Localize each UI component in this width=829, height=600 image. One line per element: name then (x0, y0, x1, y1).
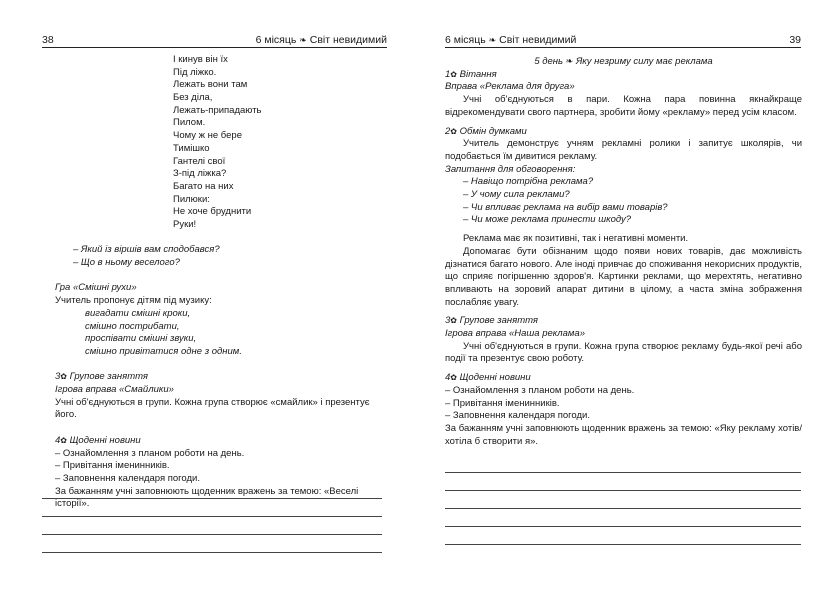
list-item: – Заповнення календаря погоди. (445, 410, 590, 422)
game-item: проспівати смішні звуки, (85, 333, 197, 345)
poem-line: Гантелі свої (173, 155, 226, 167)
right-content (445, 55, 802, 448)
poem-line: Тимішко (173, 142, 210, 154)
section-1-subtitle: Вправа «Реклама для друга» (445, 81, 575, 93)
left-page-number: 38 (42, 34, 54, 46)
left-running-header (42, 34, 387, 48)
section-4-heading: 4✿ Щоденні новини (55, 434, 141, 446)
left-running-title: 6 місяць ❧ Світ невидимий (255, 34, 387, 46)
game-item: вигадати смішні кроки, (85, 307, 191, 319)
list-item: – Ознайомлення з планом роботи на день. (55, 447, 245, 459)
poem-line: Без діла, (173, 92, 213, 104)
writing-line[interactable] (42, 481, 382, 499)
game-intro: Учитель пропонує дітям під музику: (55, 295, 212, 307)
flower-icon: ✿ (450, 373, 457, 383)
section-2-heading: 2✿ Обмін думками (445, 125, 527, 137)
question: – Чи може реклама принести шкоду? (463, 214, 632, 226)
writing-line[interactable] (445, 491, 801, 509)
writing-line[interactable] (42, 499, 382, 517)
poem-line: Багато на них (173, 180, 234, 192)
flower-icon: ✿ (60, 372, 67, 382)
writing-line[interactable] (445, 509, 801, 527)
section-3-text: Учні об'єднуються в групи. Кожна група створює рекламу будь-якої речі або події та презентує свою роботу. (445, 340, 802, 365)
right-running-title: 6 місяць ❧ Світ невидимий (445, 34, 577, 46)
section-1-heading: 1✿ Вітання (445, 68, 497, 80)
section-2-text: Учитель демонструє учням рекламні ролики і запитує школярів, чи подобається їм дивитися рекламу. (445, 138, 802, 162)
right-page (415, 0, 829, 600)
section-2-paragraph: Реклама має як позитивні, так і негативні моменти. (463, 233, 689, 245)
left-page (0, 0, 414, 600)
section-3-subtitle: Ігрова вправа «Смайлики» (55, 384, 174, 396)
section-1-text: Учні об'єднуються в пари. Кожна пара повинна якнайкраще відрекомендувати свого партнера, зробити йому «рекламу» перед усім класом. (445, 94, 802, 118)
section-3-heading: 3✿ Групове заняття (55, 371, 148, 383)
list-item: – Привітання іменинників. (445, 397, 560, 409)
section-3-subtitle: Ігрова вправа «Наша реклама» (445, 328, 585, 340)
writing-line[interactable] (42, 517, 382, 535)
leaf-icon: ❧ (299, 35, 307, 45)
poem-line: І кинув він їх (173, 54, 228, 65)
poem-line: Під ліжко. (173, 66, 217, 78)
flower-icon: ✿ (450, 126, 457, 136)
question: – Чи впливає реклама на вибір вами товарів? (463, 201, 668, 213)
writing-line[interactable] (445, 455, 801, 473)
poem-line: З-під ліжка? (173, 168, 227, 180)
section-2-paragraph: Допомагає бути обізнаним щодо появи нових товарів, дає можливість дізнатися багато нового. Але іноді привчає до споживання некорисних продуктів, що сприяє погіршенню здоров'я. Картинки реклами, що мерехтять, негативно впливають на зоровий апарат дитини в цілому, а часта зміна зображення послабляє увагу. (445, 245, 802, 308)
question: – Навіщо потрібна реклама? (463, 176, 594, 188)
poem-line: Лежать вони там (173, 79, 248, 91)
poem-line: Руки! (173, 218, 197, 230)
question: – У чому сила реклами? (463, 189, 570, 201)
left-content (55, 54, 383, 511)
list-item: – Ознайомлення з планом роботи на день. (445, 384, 635, 396)
poem-line: Пилом. (173, 117, 206, 129)
poem (173, 54, 383, 232)
poem-line: Не хоче бруднити (173, 206, 252, 218)
writing-line[interactable] (445, 527, 801, 545)
leaf-icon: ❧ (565, 56, 574, 66)
game-item: смішно привітатися одне з одним. (85, 345, 242, 357)
list-item: – Привітання іменинників. (55, 460, 170, 472)
flower-icon: ✿ (450, 316, 457, 326)
poem-line: Пилюки: (173, 193, 210, 205)
question: – Який із віршів вам сподобався? (73, 244, 220, 256)
question: – Що в ньому веселого? (73, 257, 180, 269)
game-item: смішно пострибати, (85, 320, 180, 332)
flower-icon: ✿ (60, 435, 67, 445)
section-3-heading: 3✿ Групове заняття (445, 315, 538, 327)
section-4-heading: 4✿ Щоденні новини (445, 372, 531, 384)
writing-line[interactable] (42, 535, 382, 553)
left-writing-lines (42, 481, 382, 553)
poem-line: Чому ж не бере (173, 130, 242, 142)
right-running-header (445, 34, 801, 48)
right-writing-lines (445, 455, 801, 545)
poem-line: Лежать-припадають (173, 104, 262, 116)
flower-icon: ✿ (450, 69, 457, 79)
questions-title: Запитання для обговорення: (445, 163, 576, 175)
list-item: – Заповнення календаря погоди. (55, 472, 200, 484)
right-page-number: 39 (789, 34, 801, 46)
game-title: Гра «Смішні рухи» (55, 282, 137, 294)
section-4-text: За бажанням учні заповнюють щоденник вражень за темою: «Веселі історії». (55, 485, 359, 510)
leaf-icon: ❧ (488, 35, 497, 45)
writing-line[interactable] (445, 473, 801, 491)
day-title: 5 день ❧ Яку незриму силу має реклама (534, 56, 713, 67)
section-3-text: Учні об'єднуються в групи. Кожна група створює «смайлик» і презентує його. (55, 396, 370, 421)
section-4-text: За бажанням учні заповнюють щоденник вражень за темою: «Яку рекламу хотів/хотіла б створити я». (445, 422, 802, 447)
